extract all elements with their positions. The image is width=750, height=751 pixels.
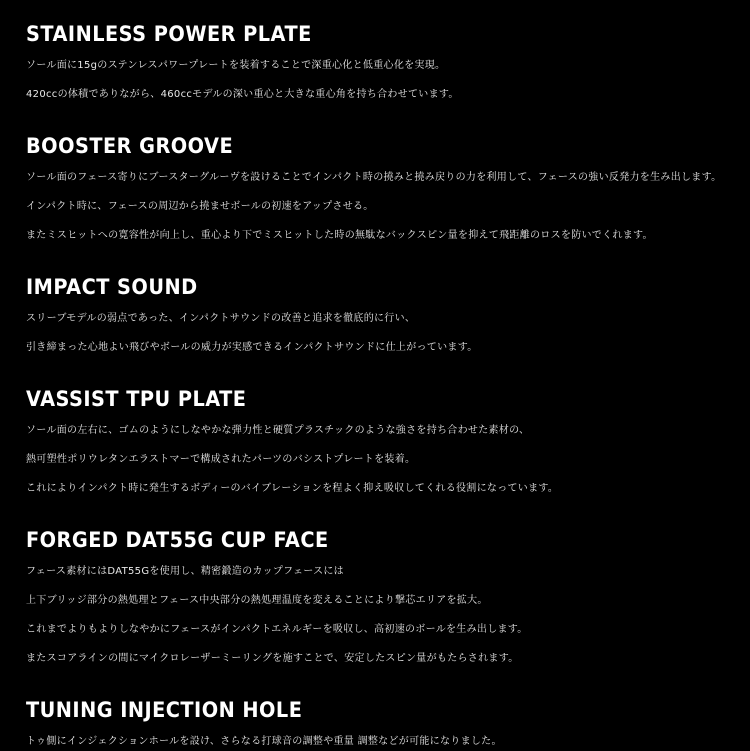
body-line: またスコアラインの間にマイクロレーザーミーリングを施すことで、安定したスピン量がもたらされます。 bbox=[26, 653, 519, 664]
body-line: 引き締まった心地よい飛びやボールの威力が実感できるインパクトサウンドに仕上がっています。 bbox=[26, 342, 478, 353]
section-heading: STAINLESS POWER PLATE bbox=[26, 22, 312, 46]
section-heading: IMPACT SOUND bbox=[26, 275, 198, 299]
section-heading: FORGED DAT55G CUP FACE bbox=[26, 528, 329, 552]
body-line: インパクト時に、フェースの周辺から撓ませボールの初速をアップさせる。 bbox=[26, 201, 374, 212]
section-heading: TUNING INJECTION HOLE bbox=[26, 698, 303, 722]
section-body bbox=[26, 562, 724, 668]
body-line: ソール面のフェース寄りにブースターグルーヴを設けることでインパクト時の撓みと撓み戻りの力を利用して、フェースの強い反発力を生み出します。 bbox=[26, 172, 722, 183]
body-line: 420ccの体積でありながら、460ccモデルの深い重心と大きな重心角を持ち合わせています。 bbox=[26, 89, 459, 100]
body-line: またミスヒットへの寛容性が向上し、重心より下でミスヒットした時の無駄なバックスピン量を抑えて飛距離のロスを防いでくれます。 bbox=[26, 230, 653, 241]
section-body bbox=[26, 168, 724, 245]
body-line: これまでよりもよりしなやかにフェースがインパクトエネルギーを吸収し、高初速のボールを生み出します。 bbox=[26, 624, 528, 635]
body-line: これによりインパクト時に発生するボディーのバイブレーションを程よく抑え吸収してくれる役割になっています。 bbox=[26, 483, 559, 494]
body-line: 上下ブリッジ部分の熱処理とフェース中央部分の熱処理温度を変えることにより撃芯エリアを拡大。 bbox=[26, 595, 488, 606]
feature-section-forged-dat55g-cup-face bbox=[26, 528, 724, 668]
body-line: ソール面に15gのステンレスパワープレートを装着することで深重心化と低重心化を実現。 bbox=[26, 60, 446, 71]
section-heading: BOOSTER GROOVE bbox=[26, 134, 234, 158]
feature-section-booster-groove bbox=[26, 134, 724, 245]
feature-section-tuning-injection-hole bbox=[26, 698, 724, 751]
body-line: ソール面の左右に、ゴムのようにしなやかな弾力性と硬質プラスチックのような強さを持ち合わせた素材の、 bbox=[26, 425, 530, 436]
body-line: スリーブモデルの弱点であった、インパクトサウンドの改善と追求を徹底的に行い、 bbox=[26, 313, 416, 324]
section-body bbox=[26, 56, 724, 104]
section-body bbox=[26, 309, 724, 357]
feature-section-impact-sound bbox=[26, 275, 724, 357]
feature-section-stainless-power-plate bbox=[26, 22, 724, 104]
feature-section-vassist-tpu-plate bbox=[26, 387, 724, 498]
body-line: トゥ側にインジェクションホールを設け、さらなる打球音の調整や重量 調整などが可能になりました。 bbox=[26, 736, 502, 747]
section-body bbox=[26, 421, 724, 498]
section-body bbox=[26, 732, 724, 751]
section-heading: VASSIST TPU PLATE bbox=[26, 387, 247, 411]
body-line: 熱可塑性ポリウレタンエラストマーで構成されたパーツのバシストプレートを装着。 bbox=[26, 454, 416, 465]
body-line: フェース素材にはDAT55Gを使用し、精密鍛造のカップフェースには bbox=[26, 566, 344, 577]
